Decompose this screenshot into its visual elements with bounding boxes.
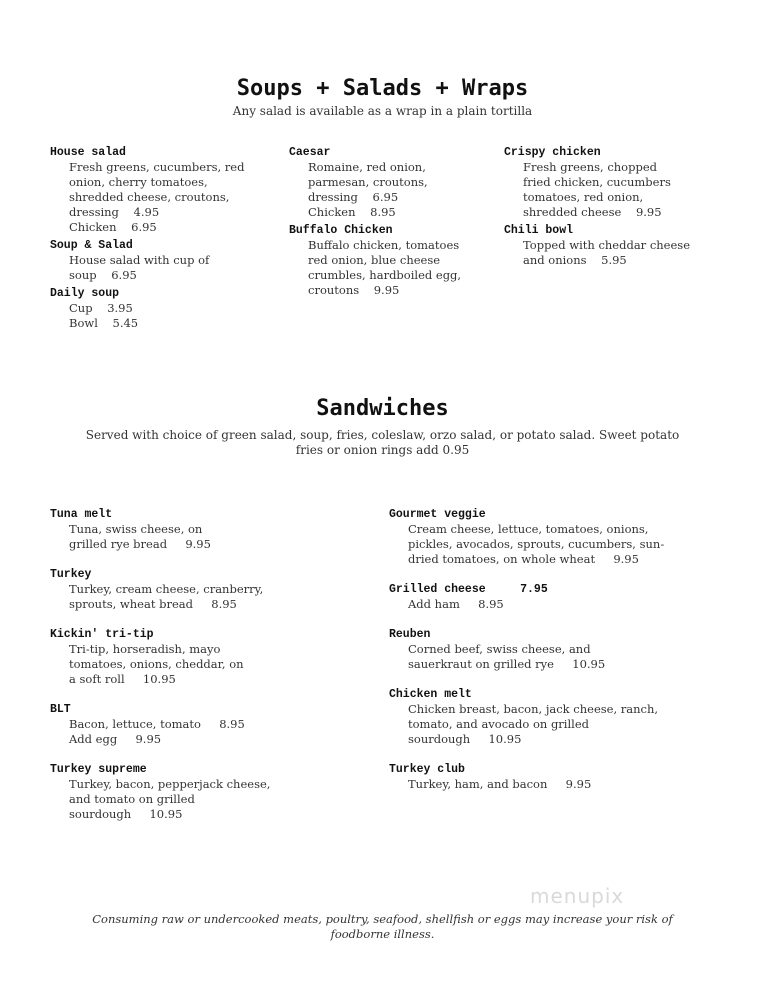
menu-item-name: Daily soup: [50, 287, 120, 300]
menu-item-name: Turkey supreme: [50, 763, 147, 776]
soups-section-title: Soups + Salads + Wraps: [236, 76, 529, 101]
menu-item: [389, 507, 664, 567]
menu-item-description: Tuna, swiss cheese, on: [69, 522, 203, 536]
menu-item: [289, 145, 461, 220]
menupix-watermark: menupix: [530, 884, 625, 908]
menu-item-name: Soup & Salad: [50, 239, 133, 252]
menu-item-description: Chicken 8.95: [308, 205, 396, 219]
menu-item-name: Buffalo Chicken: [289, 224, 393, 237]
menu-item-description: red onion, blue cheese: [308, 253, 441, 267]
menu-item-description: Turkey, cream cheese, cranberry,: [69, 582, 264, 596]
menu-item-description: Turkey, ham, and bacon 9.95: [408, 777, 592, 791]
soups-section-subtitle: Any salad is available as a wrap in a plain tortilla: [232, 104, 533, 118]
menu-item-description: and tomato on grilled: [69, 792, 195, 806]
menu-item: [389, 687, 664, 747]
menu-item: [504, 223, 690, 268]
menu-item-description: Chicken 6.95: [69, 220, 157, 234]
menu-item: [389, 627, 664, 672]
menu-item-description: soup 6.95: [69, 268, 137, 282]
menu-item-description: Bacon, lettuce, tomato 8.95: [69, 717, 245, 731]
menu-item: [389, 582, 664, 612]
menu-item-description: Tri-tip, horseradish, mayo: [69, 642, 221, 656]
sandwiches-column-2: [389, 507, 664, 807]
menu-item-description: a soft roll 10.95: [69, 672, 176, 686]
menu-item-name: Kickin' tri-tip: [50, 628, 154, 641]
menu-item-description: tomatoes, onions, cheddar, on: [69, 657, 244, 671]
menu-item-name: House salad: [50, 146, 126, 159]
menu-item-description: House salad with cup of: [69, 253, 210, 267]
menu-item: [389, 762, 664, 792]
menu-item-description: parmesan, croutons,: [308, 175, 428, 189]
menu-item-description: dried tomatoes, on whole wheat 9.95: [408, 552, 639, 566]
menu-item-description: Add ham 8.95: [408, 597, 504, 611]
menu-item-description: Cup 3.95: [69, 301, 133, 315]
menu-item-description: Buffalo chicken, tomatoes: [308, 238, 460, 252]
menu-item-description: Fresh greens, cucumbers, red: [69, 160, 245, 174]
health-warning-line-1: Consuming raw or undercooked meats, poultry, seafood, shellfish or eggs may increase your risk of: [92, 912, 673, 926]
menu-item-description: Romaine, red onion,: [308, 160, 426, 174]
menu-item: [50, 507, 270, 552]
menu-item-name: Tuna melt: [50, 508, 113, 521]
menu-item-name: Chili bowl: [504, 224, 574, 237]
menu-item: [50, 286, 244, 331]
menu-item-description: sourdough 10.95: [69, 807, 183, 821]
sandwiches-section-title: Sandwiches: [316, 396, 449, 421]
menu-item-description: Turkey, bacon, pepperjack cheese,: [69, 777, 271, 791]
menu-item-description: Add egg 9.95: [69, 732, 162, 746]
menu-item: [50, 627, 270, 687]
menu-item-description: onion, cherry tomatoes,: [69, 175, 208, 189]
soups-column-1: [50, 145, 244, 334]
menu-item-name: BLT: [50, 703, 71, 716]
menu-item-description: sprouts, wheat bread 8.95: [69, 597, 237, 611]
sandwiches-subtitle-line-1: Served with choice of green salad, soup, fries, coleslaw, orzo salad, or potato salad. Sweet potato: [85, 428, 680, 442]
menu-item-description: sourdough 10.95: [408, 732, 522, 746]
soups-column-3: [504, 145, 690, 271]
menu-item: [50, 762, 270, 822]
menu-item-name: Caesar: [289, 146, 331, 159]
menu-item: [50, 567, 270, 612]
menu-item: [50, 238, 244, 283]
menu-item-name: Turkey club: [389, 763, 465, 776]
menu-item-description: Fresh greens, chopped: [523, 160, 657, 174]
menu-item: [504, 145, 690, 220]
menu-item-description: Cream cheese, lettuce, tomatoes, onions,: [408, 522, 649, 536]
menu-item-description: dressing 4.95: [69, 205, 160, 219]
menu-item-description: shredded cheese, croutons,: [69, 190, 230, 204]
menu-item-description: crumbles, hardboiled egg,: [308, 268, 462, 282]
menu-item-description: croutons 9.95: [308, 283, 400, 297]
menu-item-name: Turkey: [50, 568, 92, 581]
menu-item-description: grilled rye bread 9.95: [69, 537, 211, 551]
menu-item-description: and onions 5.95: [523, 253, 627, 267]
menu-item-description: sauerkraut on grilled rye 10.95: [408, 657, 606, 671]
menu-item: [289, 223, 461, 298]
menu-item-name: Chicken melt: [389, 688, 472, 701]
menu-item-description: Corned beef, swiss cheese, and: [408, 642, 591, 656]
menu-item: [50, 145, 244, 235]
menu-item-description: pickles, avocados, sprouts, cucumbers, sun-: [408, 537, 665, 551]
menu-item-description: Topped with cheddar cheese: [523, 238, 691, 252]
menu-item-description: Bowl 5.45: [69, 316, 139, 330]
menu-item-name: Crispy chicken: [504, 146, 601, 159]
menu-item: [50, 702, 270, 747]
menu-item-description: shredded cheese 9.95: [523, 205, 662, 219]
sandwiches-subtitle-line-2: fries or onion rings add 0.95: [295, 443, 470, 457]
menu-item-name: Grilled cheese 7.95: [389, 583, 548, 596]
menu-item-description: tomatoes, red onion,: [523, 190, 644, 204]
sandwiches-column-1: [50, 507, 270, 837]
menu-item-name: Reuben: [389, 628, 431, 641]
health-warning-line-2: foodborne illness.: [330, 927, 435, 941]
menu-item-description: tomato, and avocado on grilled: [408, 717, 590, 731]
menu-item-name: Gourmet veggie: [389, 508, 486, 521]
menu-item-description: Chicken breast, bacon, jack cheese, ranch,: [408, 702, 659, 716]
menu-item-description: dressing 6.95: [308, 190, 399, 204]
soups-column-2: [289, 145, 461, 301]
menu-item-description: fried chicken, cucumbers: [523, 175, 671, 189]
